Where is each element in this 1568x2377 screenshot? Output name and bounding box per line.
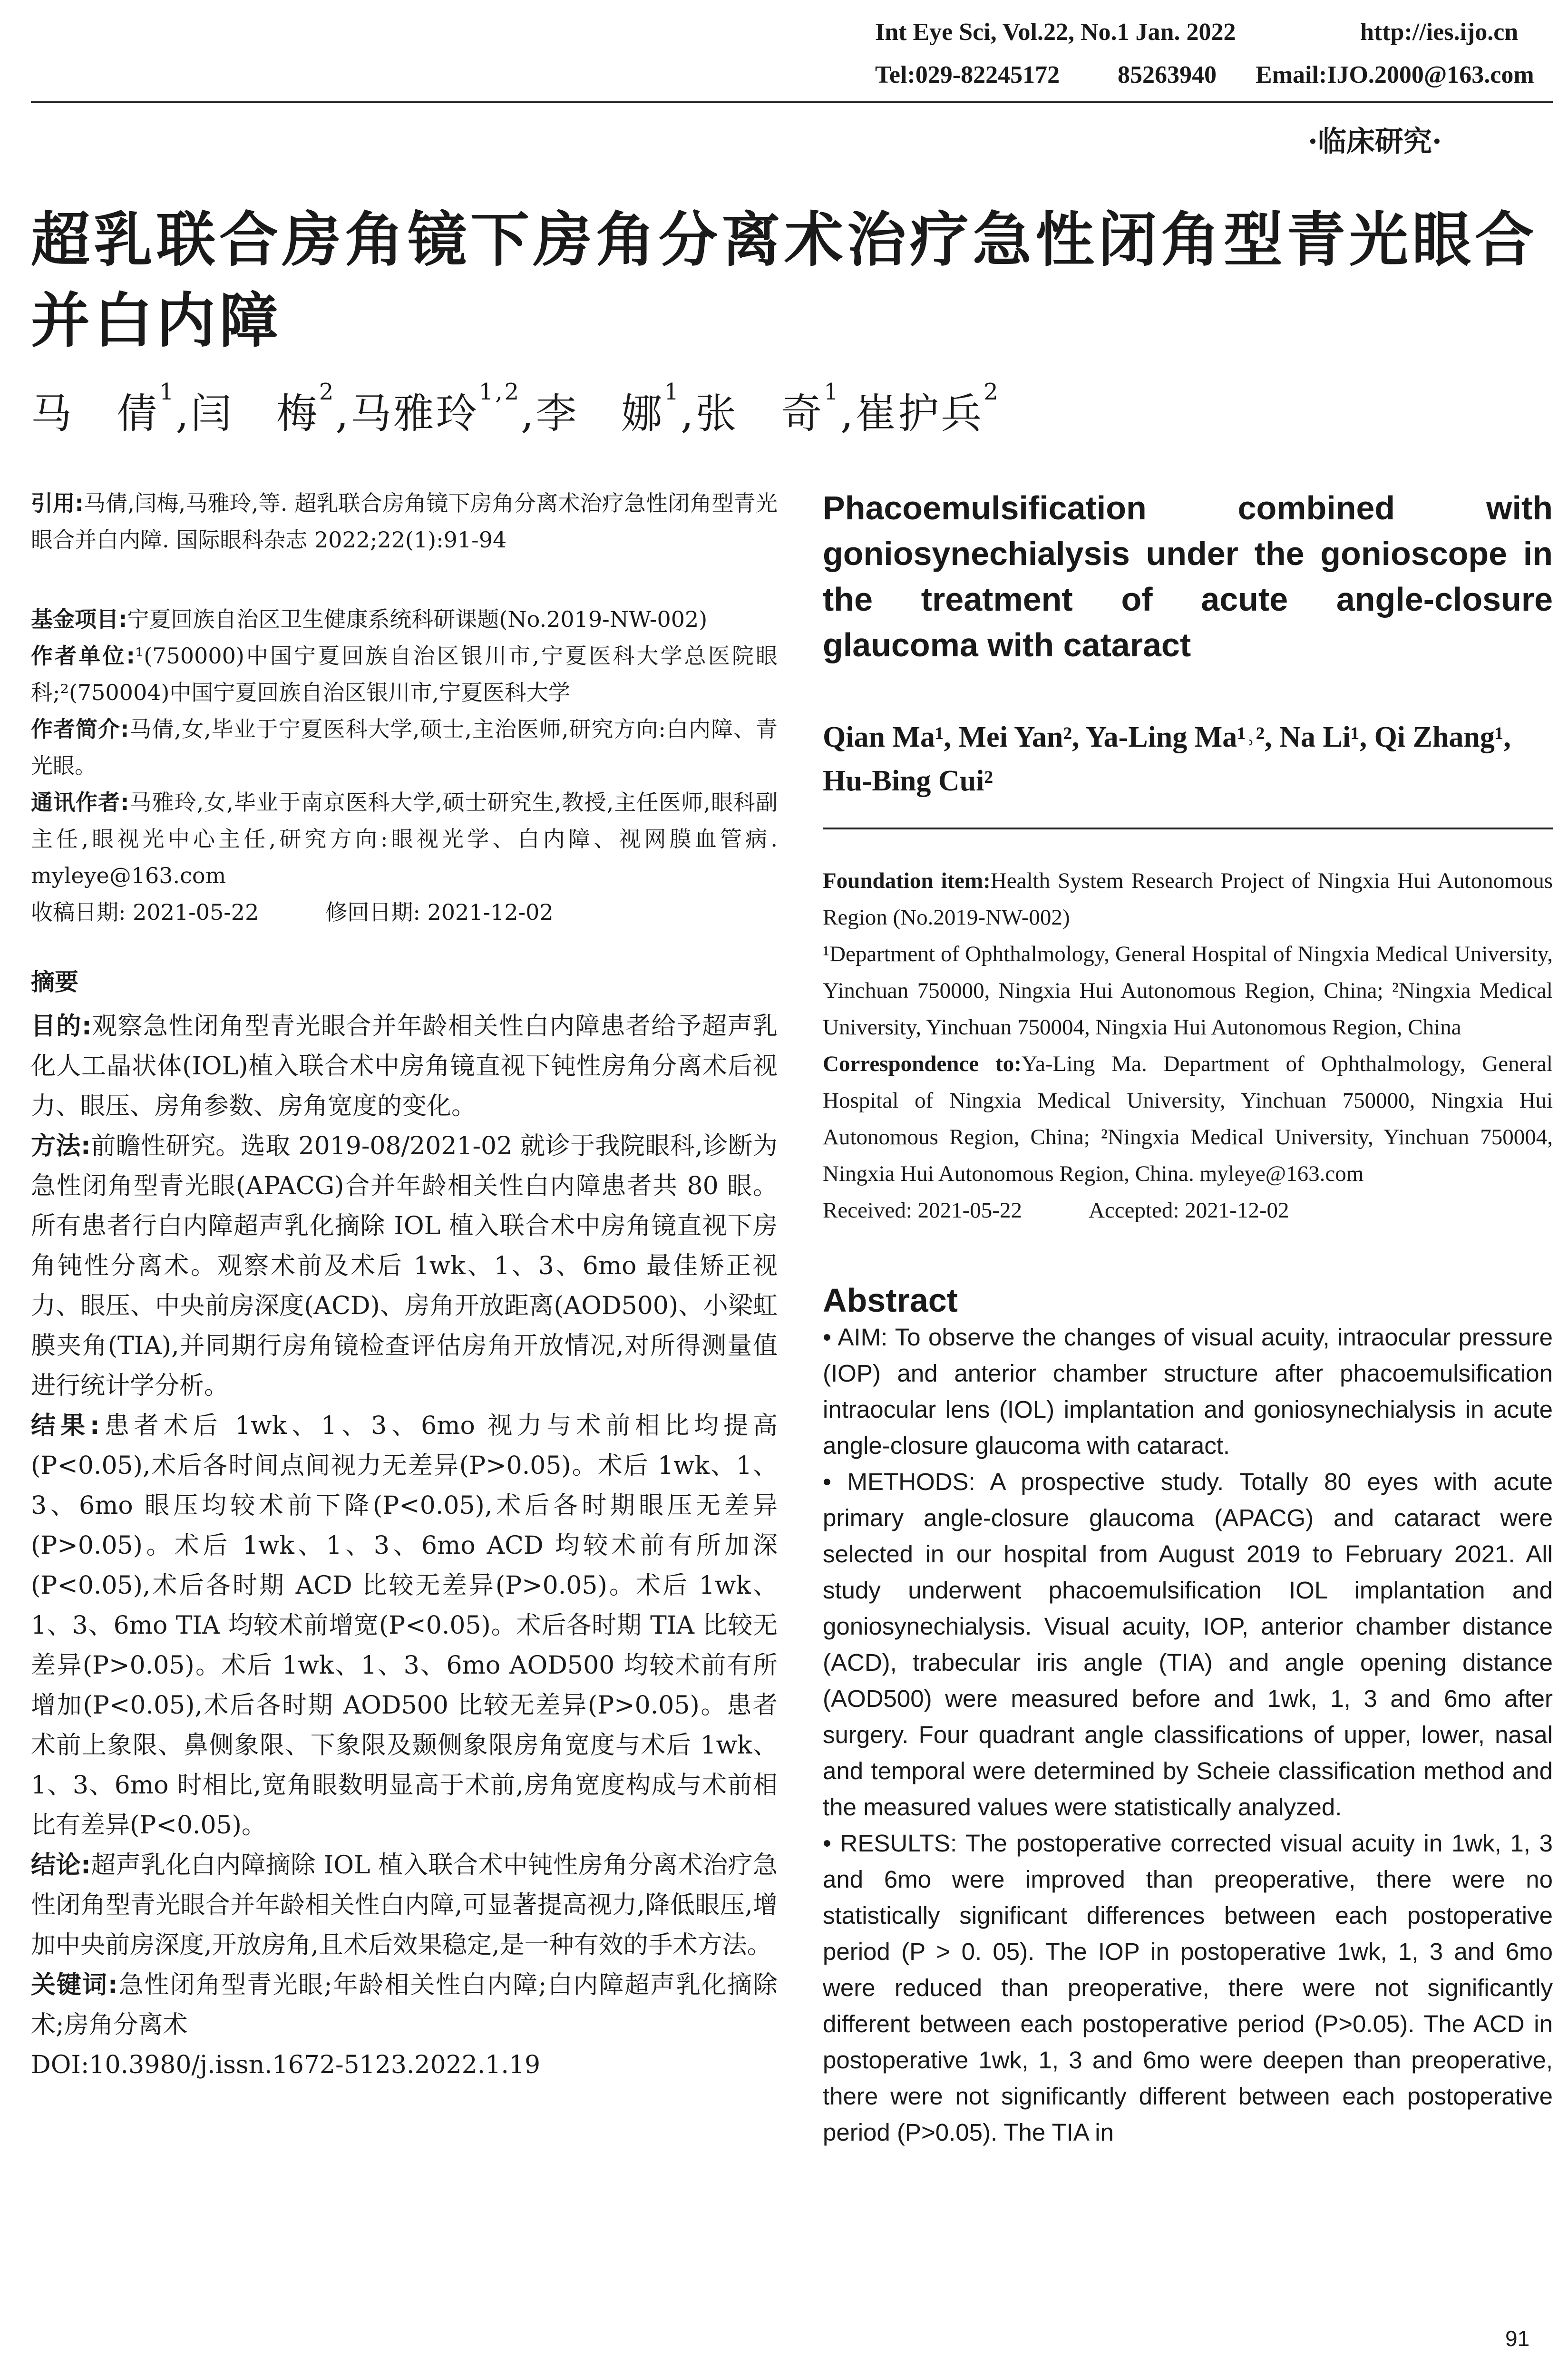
- bio-text: 马倩,女,毕业于宁夏医科大学,硕士,主治医师,研究方向:白内障、青光眼。: [31, 716, 778, 779]
- methods-label: 方法:: [31, 1132, 91, 1160]
- journal-tel2: 85263940: [1118, 61, 1217, 88]
- english-received: Received: 2021-05-22: [823, 1198, 1022, 1223]
- received-date: 收稿日期: 2021-05-22: [31, 899, 259, 925]
- right-column-rule: [823, 828, 1553, 829]
- english-aim: • AIM: To observe the changes of visual acuity, intraocular pressure (IOP) and anterior chamber structure after phacoemulsification intraocular lens (IOL) implantation and goniosynechialysis in acute angle-closure glaucoma with cataract.: [823, 1324, 1553, 1459]
- affiliation-text: ¹(750000)中国宁夏回族自治区银川市,宁夏医科大学总医院眼科;²(750004)中国宁夏回族自治区银川市,宁夏医科大学: [31, 643, 778, 705]
- author-name: 李 娜: [536, 390, 664, 438]
- citation-block: [31, 485, 778, 558]
- citation-label: 引用:: [31, 490, 84, 516]
- english-dates: [823, 1192, 1553, 1229]
- citation-text: 马倩,闫梅,马雅玲,等. 超乳联合房角镜下房角分离术治疗急性闭角型青光眼合并白内障. 国际眼科杂志 2022;22(1):91-94: [31, 490, 778, 553]
- keywords-text: 急性闭角型青光眼;年龄相关性白内障;白内障超声乳化摘除术;房角分离术: [31, 1971, 778, 2039]
- journal-citation: Int Eye Sci, Vol.22, No.1 Jan. 2022: [875, 19, 1236, 46]
- affiliation-label: 作者单位:: [31, 643, 135, 669]
- bio-block: [31, 711, 778, 784]
- author-name: 马雅玲: [350, 390, 479, 438]
- doi[interactable]: DOI:10.3980/j.issn.1672-5123.2022.1.19: [31, 2051, 541, 2079]
- journal-email[interactable]: Email:IJO.2000@163.com: [1256, 61, 1534, 88]
- results-text: 患者术后 1wk、1、3、6mo 视力与术前相比均提高(P<0.05),术后各时间点间视力无差异(P>0.05)。术后 1wk、1、3、6mo 眼压均较术前下降(P<0.05),术后各时期眼压无差异(P>0.05)。术后 1wk、1、3、6mo ACD 均较术前有所加深(P<0.05),术后各时期 ACD 比较无差异(P>0.05)。术后 1wk、1、3、6mo TIA 均较术前增宽(P<0.05)。术后各时期 TIA 比较无差异(P>0.05)。术后 1wk、1、3、6mo AOD500 均较术前有所增加(P<0.05),术后各时期 AOD500 比较无差异(P>0.05)。患者术前上象限、鼻侧象限、下象限及颞侧象限房角宽度与术后 1wk、1、3、6mo 时相比,宽角眼数明显高于术前,房角宽度构成与术前相比有差异(P<0.05)。: [31, 1412, 778, 1840]
- article-title: 超乳联合房角镜下房角分离术治疗急性闭角型青光眼合并白内障: [31, 206, 1538, 355]
- author-affil-sup: 1: [664, 379, 681, 405]
- author-name: 张 奇: [695, 390, 824, 438]
- english-authors: Qian Ma¹, Mei Yan², Ya-Ling Ma¹˒², Na Li¹, Qi Zhang¹, Hu-Bing Cui²: [823, 721, 1511, 797]
- author-affil-sup: 1: [159, 379, 176, 405]
- correspondence-label: Correspondence to:: [823, 1052, 1022, 1076]
- author-name: 马 倩: [31, 390, 159, 438]
- keywords-block: [31, 1965, 778, 2045]
- affiliation-block: [31, 638, 778, 711]
- english-abstract-heading: Abstract: [823, 1282, 958, 1319]
- fund-label: 基金项目:: [31, 606, 127, 632]
- methods-block: [31, 1126, 778, 1406]
- page-number: 91: [1505, 2326, 1530, 2351]
- left-column: [31, 485, 778, 2085]
- keywords-label: 关键词:: [31, 1971, 118, 1999]
- conclusion-block: [31, 1845, 778, 1965]
- objective-text: 观察急性闭角型青光眼合并年龄相关性白内障患者给予超声乳化人工晶状体(IOL)植入联合术中房角镜直视下钝性房角分离术后视力、眼压、房角参数、房角宽度的变化。: [31, 1012, 778, 1120]
- correspondence-block: [823, 1046, 1553, 1192]
- column-label: ·临床研究·: [1308, 125, 1442, 158]
- author-affil-sup: 1,2: [478, 379, 521, 405]
- header-rule: [31, 101, 1553, 103]
- results-block: [31, 1406, 778, 1845]
- foundation-label: Foundation item:: [823, 868, 991, 893]
- fund-text: 宁夏回族自治区卫生健康系统科研课题(No.2019-NW-002): [127, 606, 708, 632]
- corresponding-label: 通讯作者:: [31, 789, 129, 815]
- abstract-heading: 摘要: [31, 968, 78, 996]
- dates-block: [31, 894, 778, 931]
- bio-label: 作者简介:: [31, 716, 129, 742]
- author-affil-sup: 2: [319, 379, 336, 405]
- revised-date: 修回日期: 2021-12-02: [325, 899, 554, 925]
- author-name: 崔护兵: [855, 390, 984, 438]
- correspondence-text: Ya-Ling Ma. Department of Ophthalmology, General Hospital of Ningxia Medical University, Yinchuan 750000, Ningxia Hui Autonomous Region, China; ²Ningxia Medical University, Yinchuan 750004, Ningxia Hui Autonomous Region, China. myleye@163.com: [823, 1052, 1553, 1186]
- english-title: Phacoemulsification combined with goniosynechialysis under the gonioscope in the treatment of acute angle-closure glaucoma with cataract: [823, 489, 1553, 663]
- foundation-block: [823, 863, 1553, 936]
- conclusion-text: 超声乳化白内障摘除 IOL 植入联合术中钝性房角分离术治疗急性闭角型青光眼合并年龄相关性白内障,可显著提高视力,降低眼压,增加中央前房深度,开放房角,且术后效果稳定,是一种有效的手术方法。: [31, 1851, 778, 1959]
- objective-label: 目的:: [31, 1012, 92, 1041]
- english-affiliation: ¹Department of Ophthalmology, General Hospital of Ningxia Medical University, Yinchuan 750000, Ningxia Hui Autonomous Region, China; ²Ningxia Medical University, Yinchuan 750004, Ningxia Hui Autonomous Region, China: [823, 942, 1553, 1040]
- journal-tel: Tel:029-82245172: [875, 61, 1060, 88]
- right-column: [823, 485, 1553, 2151]
- author-name: 闫 梅: [190, 390, 319, 438]
- author-list: 马 倩$^1$,闫 梅$^2$,马雅玲$^{1,2}$,李 娜$^1$,张 奇$^1$,崔护兵$^2$: [31, 379, 1000, 438]
- conclusion-label: 结论:: [31, 1851, 91, 1880]
- author-affil-sup: 1: [824, 379, 840, 405]
- results-label: 结果:: [31, 1412, 100, 1440]
- author-affil-sup: 2: [984, 379, 1000, 405]
- corresponding-text: 马雅玲,女,毕业于南京医科大学,硕士研究生,教授,主任医师,眼科副主任,眼视光中心主任,研究方向:眼视光学、白内障、视网膜血管病. myleye@163.com: [31, 789, 778, 888]
- objective-block: [31, 1006, 778, 1126]
- corresponding-block: [31, 784, 778, 894]
- english-results: • RESULTS: The postoperative corrected visual acuity in 1wk, 1, 3 and 6mo were improved than preoperative, there were no statistically significant differences between each postoperative period (P > 0. 05). The IOP in postoperative 1wk, 1, 3 and 6mo were reduced than preoperative, there were not significantly different between each postoperative period (P>0.05). The ACD in postoperative 1wk, 1, 3 and 6mo were deepen than preoperative, there were not significantly different between each postoperative period (P>0.05). The TIA in: [823, 1830, 1553, 2146]
- foundation-text: Health System Research Project of Ningxia Hui Autonomous Region (No.2019-NW-002): [823, 868, 1553, 930]
- journal-url[interactable]: http://ies.ijo.cn: [1360, 19, 1519, 46]
- english-accepted: Accepted: 2021-12-02: [1088, 1198, 1289, 1223]
- fund-block: [31, 601, 778, 638]
- methods-text: 前瞻性研究。选取 2019-08/2021-02 就诊于我院眼科,诊断为急性闭角型青光眼(APACG)合并年龄相关性白内障患者共 80 眼。所有患者行白内障超声乳化摘除 IOL 植入联合术中房角镜直视下房角钝性分离术。观察术前及术后 1wk、1、3、6mo 最佳矫正视力、眼压、中央前房深度(ACD)、房角开放距离(AOD500)、小梁虹膜夹角(TIA),并同期行房角镜检查评估房角开放情况,对所得测量值进行统计学分析。: [31, 1132, 778, 1400]
- english-methods: • METHODS: A prospective study. Totally 80 eyes with acute primary angle-closure glaucoma (APACG) and cataract were selected in our hospital from August 2019 to February 2021. All study underwent phacoemulsification IOL implantation and goniosynechialysis. Visual acuity, IOP, anterior chamber distance (ACD), trabecular iris angle (TIA) and angle opening distance (AOD500) were measured before and 1wk, 1, 3 and 6mo after surgery. Four quadrant angle classifications of upper, lower, nasal and temporal were determined by Scheie classification method and the measured values were statistically analyzed.: [823, 1468, 1553, 1821]
